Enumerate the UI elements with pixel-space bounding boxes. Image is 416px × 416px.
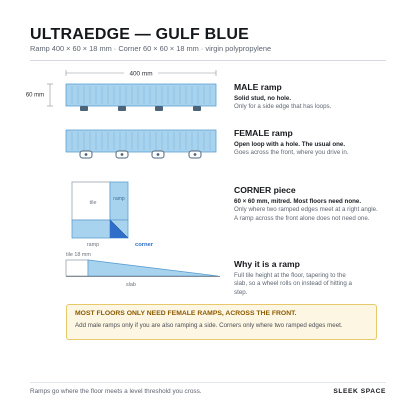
length-dimension-label: 400 mm <box>129 70 153 78</box>
female-loop <box>116 151 128 158</box>
female-ramp-description: Goes across the front, where you drive in. <box>234 149 349 157</box>
why-ramp-section <box>234 259 352 297</box>
male-ramp-section <box>234 82 394 112</box>
female-ramp-drawing <box>66 130 216 158</box>
profile-ramp-wedge <box>88 260 218 276</box>
corner-bottom-ramp-label: ramp <box>86 242 100 248</box>
brand-name: SLEEK SPACE <box>333 388 386 395</box>
corner-diagram <box>72 182 154 248</box>
footer-divider <box>30 382 386 383</box>
profile-tile-label: tile 18 mm <box>66 252 91 258</box>
male-ramp-heading: MALE ramp <box>234 82 282 92</box>
male-ramp-summary: Solid stud, no hole. <box>234 95 292 102</box>
depth-dimension-label: 60 mm <box>25 92 45 99</box>
male-stud <box>80 106 88 111</box>
male-stud <box>118 106 126 111</box>
corner-piece-description: Only where two ramped edges meet at a right angle. A ramp across the front alone does not need one. <box>234 206 378 222</box>
male-ramp-description: Only for a side edge that has loops. <box>234 103 332 111</box>
corner-bottom-ramp <box>72 220 110 238</box>
corner-tile-label: tile <box>89 200 97 206</box>
female-loop <box>189 151 201 158</box>
male-ramp-drawing <box>66 84 216 111</box>
length-dimension <box>66 68 216 78</box>
female-loop <box>80 151 92 158</box>
ramp-profile-diagram <box>66 252 220 288</box>
corner-piece-summary: 60 × 60 mm, mitred. Most floors need none. <box>234 198 362 205</box>
profile-tile <box>66 260 88 276</box>
male-stud <box>193 106 201 111</box>
depth-dimension <box>26 84 53 106</box>
profile-slab-label: slab <box>126 282 136 288</box>
female-ramp-summary: Open loop with a hole. The usual one. <box>234 141 346 148</box>
female-ramp-section <box>234 128 394 158</box>
why-ramp-heading: Why it is a ramp <box>234 259 300 269</box>
recommendation-callout <box>66 304 377 340</box>
footer-note: Ramps go where the floor meets a level threshold you cross. <box>30 388 202 395</box>
male-stud <box>155 106 163 111</box>
corner-piece-heading: CORNER piece <box>234 185 296 195</box>
callout-body: Add male ramps only if you are also ramping a side. Corners only where two ramped edges meet. <box>75 322 343 329</box>
page-subtitle: Ramp 400 × 60 × 18 mm · Corner 60 × 60 × 18 mm · virgin polypropylene <box>30 44 272 53</box>
corner-accent-label: corner <box>135 242 154 248</box>
page-title: ULTRAEDGE — GULF BLUE <box>30 26 250 43</box>
why-ramp-description: Full tile height at the floor, tapering to the slab, so a wheel rolls on instead of hitting a step. <box>234 272 352 296</box>
corner-piece-section <box>234 185 380 223</box>
female-ramp-heading: FEMALE ramp <box>234 128 293 138</box>
female-loop <box>152 151 164 158</box>
corner-side-ramp-label: ramp <box>113 196 125 202</box>
callout-heading: MOST FLOORS ONLY NEED FEMALE RAMPS, ACROSS THE FRONT. <box>75 310 297 317</box>
